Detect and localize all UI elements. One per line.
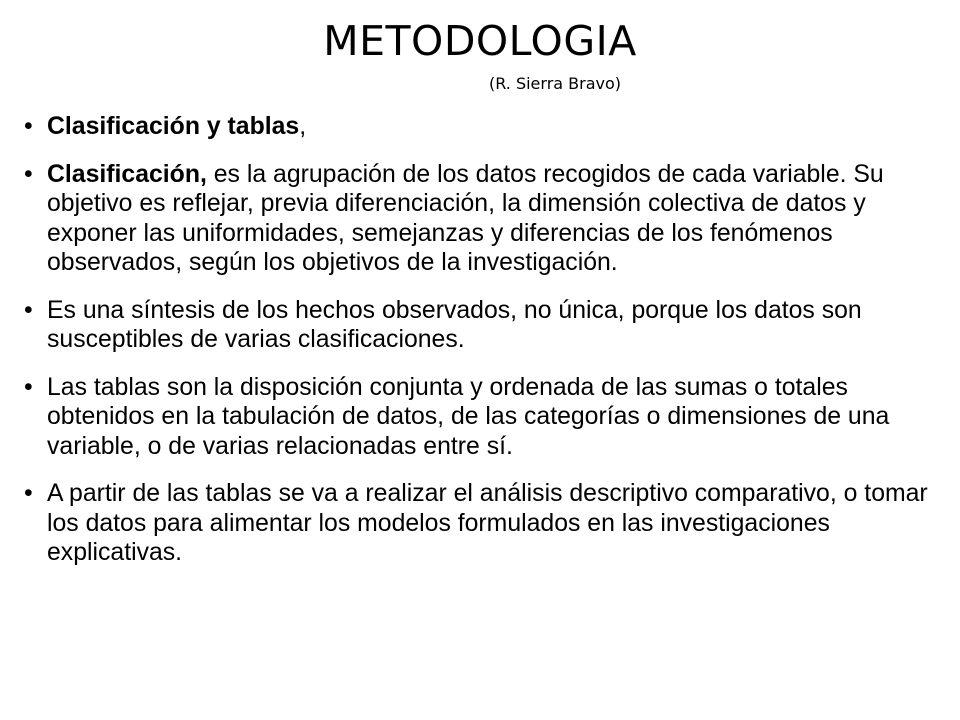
bullet-dot-icon: • <box>24 113 33 140</box>
bullet-text: A partir de las tablas se va a realizar el análisis descriptivo comparativo, o tomar los datos para alimentar los modelos formulados en las investigaciones explicativas. <box>47 480 928 566</box>
bullet-text: Las tablas son la disposición conjunta y ordenada de las sumas o totales obtenidos en la tabulación de datos, de las categorías o dimensiones de una variable, o de varias relacionadas entre sí. <box>47 373 890 460</box>
bullet-item <box>24 112 952 142</box>
slide-subtitle: (R. Sierra Bravo) <box>488 74 622 93</box>
bullet-item <box>24 479 952 568</box>
bullet-dot-icon: • <box>24 480 33 507</box>
bullet-text: Es una síntesis de los hechos observados, no única, porque los datos son susceptibles de varias clasificaciones. <box>47 296 862 353</box>
bullet-dot-icon: • <box>24 296 33 324</box>
bullet-text: es la agrupación de los datos recogidos de cada variable. Su objetivo es reflejar, previa diferenciación, la dimensión colectiva de datos y exponer las uniformidades, semejanzas y diferencias de los fenómenos observados, según los objetivos de la investigación. <box>47 160 884 276</box>
slide-title: METODOLOGIA <box>323 17 637 65</box>
bullet-lead: Clasificación, <box>47 160 207 188</box>
bullet-list <box>24 112 952 586</box>
bullet-item <box>24 160 952 278</box>
bullet-item <box>24 373 952 462</box>
title-block <box>0 14 960 94</box>
bullet-item <box>24 296 952 355</box>
bullet-dot-icon: • <box>24 373 33 401</box>
bullet-lead: Clasificación y tablas <box>47 113 300 140</box>
bullet-dot-icon: • <box>24 160 33 188</box>
bullet-text: , <box>299 113 307 140</box>
